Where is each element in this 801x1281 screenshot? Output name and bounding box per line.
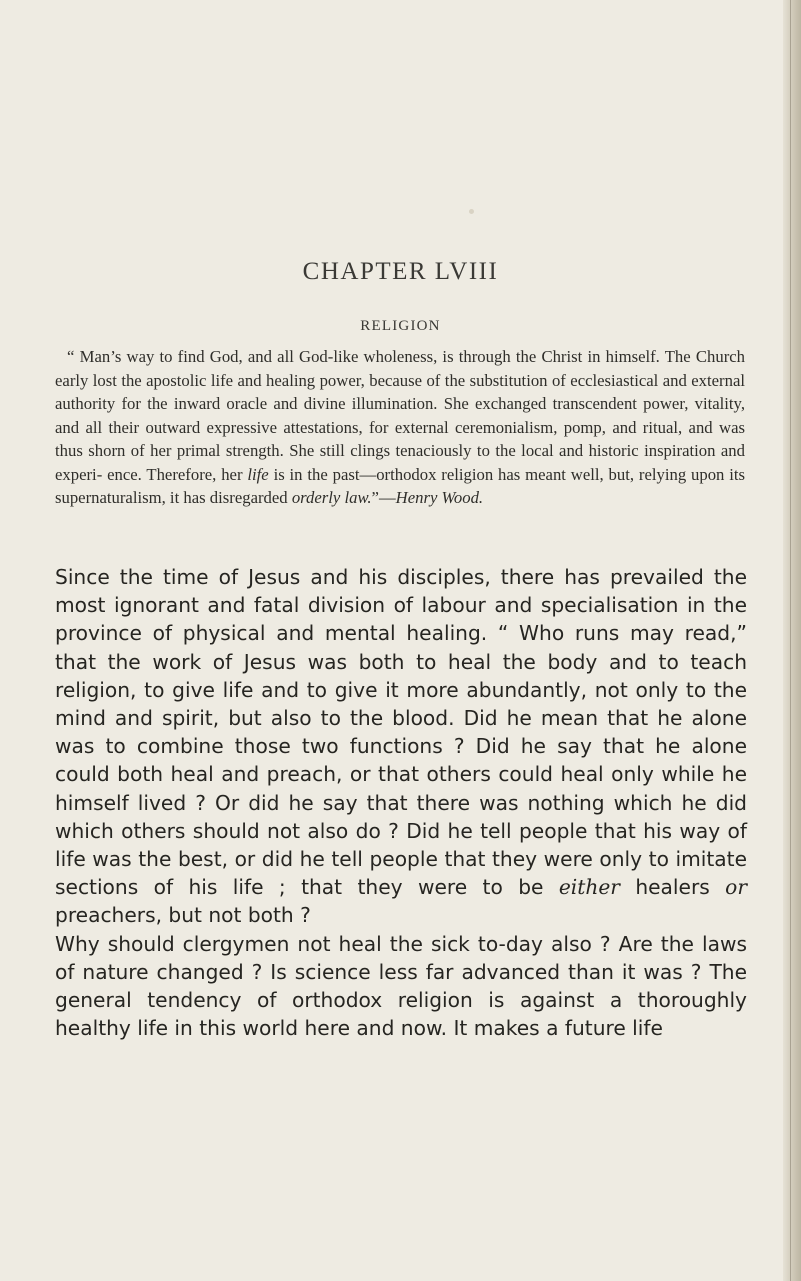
or-word: or [725, 875, 747, 900]
body-text [55, 563, 747, 1042]
chapter-title: CHAPTER LVIII [302, 258, 499, 285]
section-title: RELIGION [360, 318, 441, 334]
body-paragraph-1 [55, 563, 747, 930]
body-paragraph-2: Why should clergymen not heal the sick to-day also ? Are the laws of nature changed ? Is science less far advanced than it was ? The general tendency of orthodox religion is against a thoroughly healthy life in this world here and now. It makes a future life [55, 931, 747, 1041]
epigraph-attribution: Henry Wood. [395, 488, 484, 507]
page-edge-line [790, 0, 791, 1281]
body-paragraph-1-end: preachers, but not both ? [55, 903, 311, 928]
epigraph-life-word: life [247, 464, 269, 484]
body-paragraph-1-text: Since the time of Jesus and his disciples, there has prevailed the most ignorant and fatal division of labour and specialisation in the province of physical and mental healing. “ Who runs may read,” that the work of Jesus was both to heal the body and to teach religion, to give life and to give it more abundantly, not only to the mind and spirit, but also to the blood. Did he mean that he alone was to combine those two functions ? Did he say that he alone could both heal and preach, or that others could heal only while he himself lived ? Or did he say that there was nothing which he did which others should not also do ? Did he tell people that his way of life was the best, or did he tell people that they were only to imitate sections of his life ; that they were to be [55, 565, 747, 900]
epigraph-text-middle: is in the past—orthodox religion has meant well, but, relying upon its supernaturalism, it has disregarded [55, 464, 746, 507]
paper-speck [469, 209, 474, 214]
page-edge [783, 0, 801, 1281]
epigraph-orderly-law: orderly law. [291, 488, 372, 507]
epigraph [55, 345, 745, 510]
epigraph-text-start: “ Man’s way to find God, and all God-like wholeness, is through the Christ in himself. The Church early lost the apostolic life and healing power, because of the substitution of ecclesiastical and external authority for the inward oracle and divine illumination. She exchanged transcendent power, vitality, and all their outward expressive attestations, for external ceremonialism, pomp, and ritual, and was thus shorn of her primal strength. She still clings tenaciously to the local and historic inspiration and experi- ence. Therefore, her [55, 347, 745, 484]
healers-word: healers [635, 875, 710, 900]
epigraph-attribution-dash: ”— [371, 488, 396, 507]
either-word: either [558, 875, 620, 900]
epigraph-paragraph [55, 345, 745, 510]
